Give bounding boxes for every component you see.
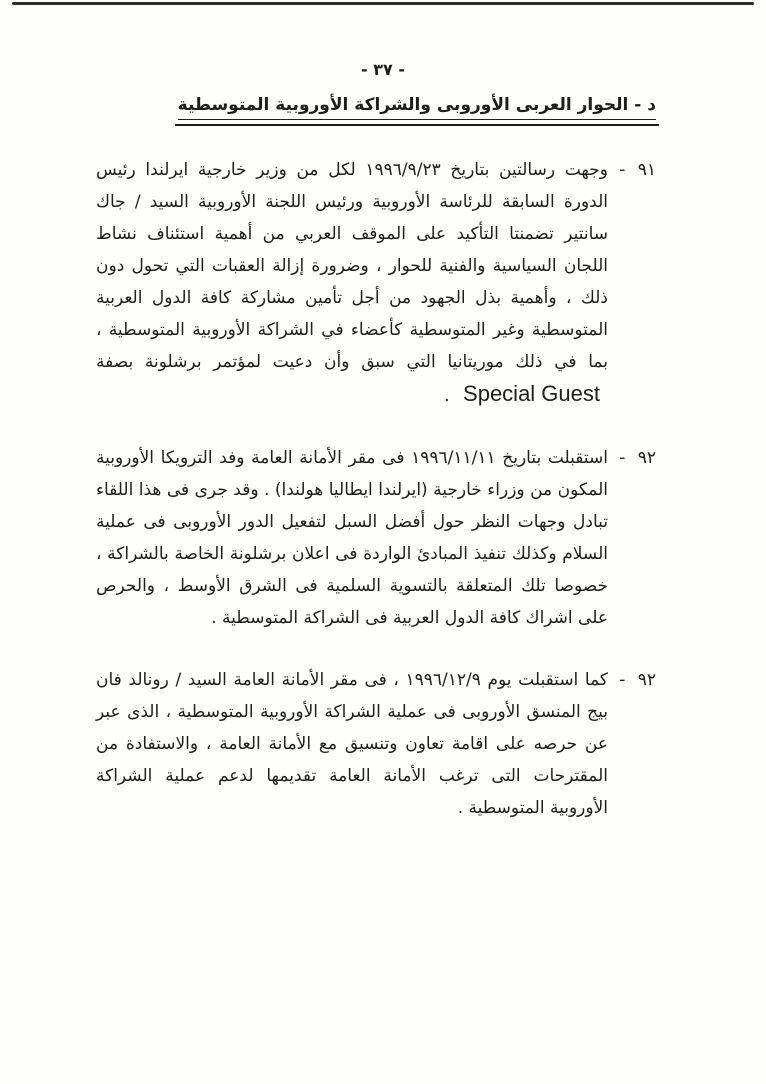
paragraph-91: [96, 154, 656, 412]
paragraph-91-number: ٩١ -: [619, 160, 656, 180]
paragraph-93-text: كما استقبلت يوم ١٩٩٦/١٢/٩ ، فى مقر الأمانة العامة السيد / رونالد فان بيج المنسق الأوروبى فى عملية الشراكة الأوروبية المتوسطية ، الذى عبر عن حرصه على اقامة تعاون وتنسيق مع الأمانة العامة ، والاستفادة من المقترحات التى ترغب الأمانة العامة تقديمها لدعم عملية الشراكة الأوروبية المتوسطية .: [96, 670, 608, 818]
paragraph-92-text: استقبلت بتاريخ ١٩٩٦/١١/١١ فى مقر الأمانة العامة وفد الترويكا الأوروبية المكون من وزراء خارجية (ايرلندا ايطاليا هولندا) . وقد جرى فى هذا اللقاء تبادل وجهات النظر حول أفضل السبل لتفعيل الدور الأوروبى فى عملية السلام وكذلك تنفيذ المبادئ الواردة فى اعلان برشلونة الخاصة بالشراكة ، خصوصا تلك المتعلقة بالتسوية السلمية فى الشرق الأوسط ، والحرص على اشراك كافة الدول العربية فى الشراكة المتوسطية .: [96, 448, 608, 628]
section-heading-text: د - الحوار العربى الأوروبى والشراكة الأوروبية المتوسطية: [178, 95, 656, 120]
latin-phrase-special-guest: Special Guest: [463, 381, 600, 406]
paragraph-91-closing-punctuation: .: [444, 386, 450, 406]
paragraph-91-text: [96, 154, 608, 412]
document-content: [96, 95, 656, 824]
paragraph-92-number: ٩٢ -: [619, 448, 656, 468]
paragraph-91-arabic-text: وجهت رسالتين بتاريخ ١٩٩٦/٩/٢٣ لكل من وزير خارجية ايرلندا رئيس الدورة السابقة للرئاسة الأوروبية ورئيس اللجنة الأوروبية السيد / جاك سانتير تضمنتا التأكيد على الموقف العربي من أهمية استئناف نشاط اللجان السياسية والفنية للحوار ، وضرورة إزالة العقبات التي تحول دون ذلك ، وأهمية بذل الجهود من أجل تأمين مشاركة كافة الدول العربية المتوسطية وغير المتوسطية كأعضاء في الشراكة الأوروبية المتوسطية ، بما في ذلك موريتانيا التي سبق وأن دعيت لمؤتمر برشلونة بصفة: [96, 160, 608, 372]
page-number: - ٣٧ -: [361, 60, 405, 79]
section-heading: [96, 95, 656, 120]
paragraph-93: [96, 664, 656, 824]
paragraph-93-number: ٩٢ -: [619, 670, 656, 690]
paragraph-92: [96, 442, 656, 634]
scan-artifact-line: [12, 2, 754, 5]
